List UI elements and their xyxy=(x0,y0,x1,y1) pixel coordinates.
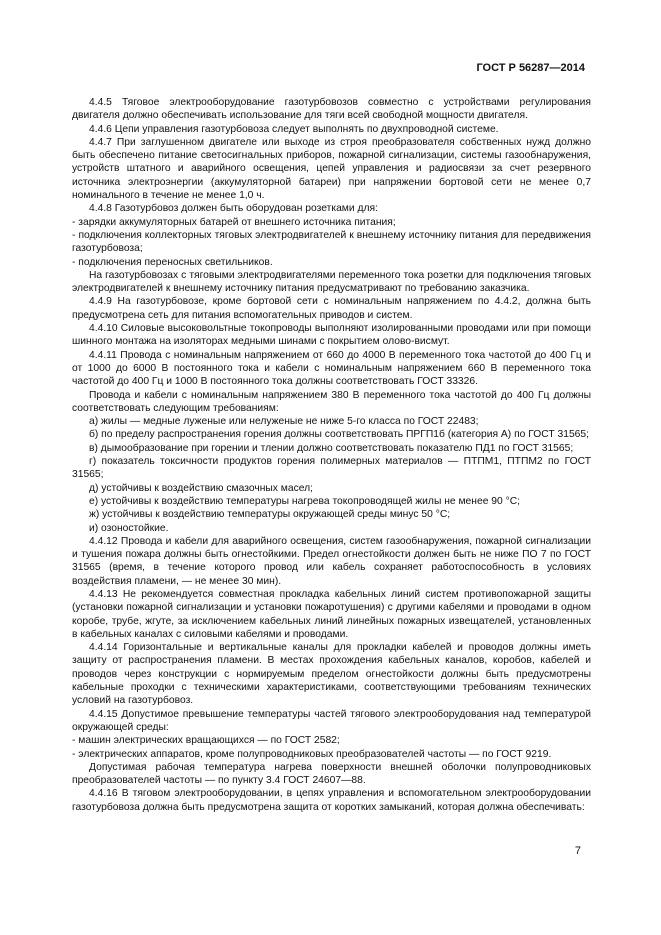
paragraph-4-4-6: 4.4.6 Цепи управления газотурбовоза следует выполнять по двухпроводной системе. xyxy=(89,123,499,135)
paragraph-4-4-11: 4.4.11 Провода с номинальным напряжением от 660 до 4000 В переменного тока частотой до 400 Гц и от 1000 до 6000 В постоянного тока и кабели с номинальным напряжением 660 В переменного тока частотой до 400 Гц и 1000 В постоянного тока должны соответствовать ГОСТ 33326. xyxy=(72,349,591,388)
list-item: г) показатель токсичности продуктов горения полимерных материалов — ПТПМ1, ПТПМ2 по ГОСТ 31565; xyxy=(72,456,591,481)
list-item: в) дымообразование при горении и тлении должно соответствовать показателю ПД1 по ГОСТ 31565; xyxy=(89,442,574,454)
list-item: - подключения коллекторных тяговых электродвигателей к внешнему источнику питания для передвижения газотурбовоза; xyxy=(72,229,591,255)
paragraph-4-4-5: 4.4.5 Тяговое электрооборудование газотурбовозов совместно с устройствами регулирования двигателя должно обеспечивать использование для тяги всей свободной мощности двигателя. xyxy=(72,97,591,122)
list-item: - машин электрических вращающихся — по ГОСТ 2582; xyxy=(72,735,340,747)
list-item: е) устойчивы к воздействию температуры нагрева токопроводящей жилы не менее 90 °С; xyxy=(89,495,521,507)
paragraph: Допустимая рабочая температура нагрева поверхности внешней оболочки полупроводниковых преобразователей частоты — по пункту 3.4 ГОСТ 24607—88. xyxy=(72,761,591,787)
list-item: и) озоностойкие. xyxy=(89,522,169,534)
paragraph-4-4-16: 4.4.16 В тяговом электрооборудовании, в цепях управления и вспомогательном электрооборудовании газотурбовоза должна быть предусмотрена защита от коротких замыканий, которая должна обеспечивать: xyxy=(72,788,591,813)
document-body xyxy=(72,96,591,814)
list-item: б) по пределу распространения горения должны соответствовать ПРГП1б (категория А) по ГОСТ 31565; xyxy=(89,429,589,441)
paragraph-4-4-10: 4.4.10 Силовые высоковольтные токопроводы выполняют изолированными проводами или при помощи шинного монтажа на изоляторах медными шинами с покрытием олово-висмут. xyxy=(72,323,591,348)
paragraph-4-4-7: 4.4.7 При заглушенном двигателе или выходе из строя преобразователя собственных нужд должно быть обеспечено питание светосигнальных приборов, пожарной сигнализации, системы газообнаружения, устройств штатного и аварийного освещения, цепей управления и радиосвязи за счет резервного источника электроэнергии (аккумуляторной батареи) при напряжении бортовой сети не менее 0,7 номинального в течение не менее 1,0 ч. xyxy=(72,136,591,202)
paragraph-4-4-12: 4.4.12 Провода и кабели для аварийного освещения, систем газообнаружения, пожарной сигнализации и тушения пожара должны быть огнестойкими. Предел огнестойкости должен быть не ниже ПО 7 по ГОСТ 31565 (время, в течение которого провод или кабель сохраняет работоспособность в условиях воздействия пламени, — не менее 30 мин). xyxy=(72,535,591,587)
page-number: 7 xyxy=(574,845,581,857)
list-item: д) устойчивы к воздействию смазочных масел; xyxy=(89,482,314,494)
paragraph-4-4-9: 4.4.9 На газотурбовозе, кроме бортовой сети с номинальным напряжением по 4.4.2, должна быть предусмотрена сеть для питания вспомогательных приводов и систем. xyxy=(72,296,591,321)
paragraph: На газотурбовозах с тяговыми электродвигателями переменного тока розетки для подключения тяговых электродвигателей к внешнему источнику питания предусматривают по требованию заказчика. xyxy=(72,269,591,295)
paragraph-4-4-13: 4.4.13 Не рекомендуется совместная прокладка кабельных линий систем противопожарной защиты (установки пожарной сигнализации и установки пожаротушения) с другими кабелями и проводами в одном коробе, трубе, жгуте, за исключением кабельных линий линейных пожарных извещателей, установленных в кабельных каналах с силовыми кабелями и проводами. xyxy=(72,588,591,640)
paragraph-4-4-15: 4.4.15 Допустимое превышение температуры частей тягового электрооборудования над температурой окружающей среды: xyxy=(72,708,591,733)
list-item: - подключения переносных светильников. xyxy=(72,256,273,268)
list-item: - зарядки аккумуляторных батарей от внешнего источника питания; xyxy=(72,216,396,228)
list-item: - электрических аппаратов, кроме полупроводниковых преобразователей частоты — по ГОСТ 9219. xyxy=(72,748,552,760)
list-item: ж) устойчивы к воздействию температуры окружающей среды минус 50 °С; xyxy=(89,509,451,521)
paragraph-4-4-8: 4.4.8 Газотурбовоз должен быть оборудован розетками для: xyxy=(89,203,378,215)
document-header: ГОСТ Р 56287—2014 xyxy=(476,62,585,74)
paragraph-4-4-14: 4.4.14 Горизонтальные и вертикальные каналы для прокладки кабелей и проводов должны иметь защиту от распространения пламени. В местах прохождения кабельных каналов, коробов, кабелей и проводов через конструкции с нормируемым пределом огнестойкости должны быть предусмотрены кабельные проходки с техническими характеристиками, соответствующими требованиям технических условий на газотурбовоз. xyxy=(72,642,591,707)
list-item: а) жилы — медные луженые или нелуженые не ниже 5-го класса по ГОСТ 22483; xyxy=(89,416,479,428)
paragraph: Провода и кабели с номинальным напряжением 380 В переменного тока частотой до 400 Гц должны соответствовать следующим требованиям: xyxy=(72,389,591,414)
